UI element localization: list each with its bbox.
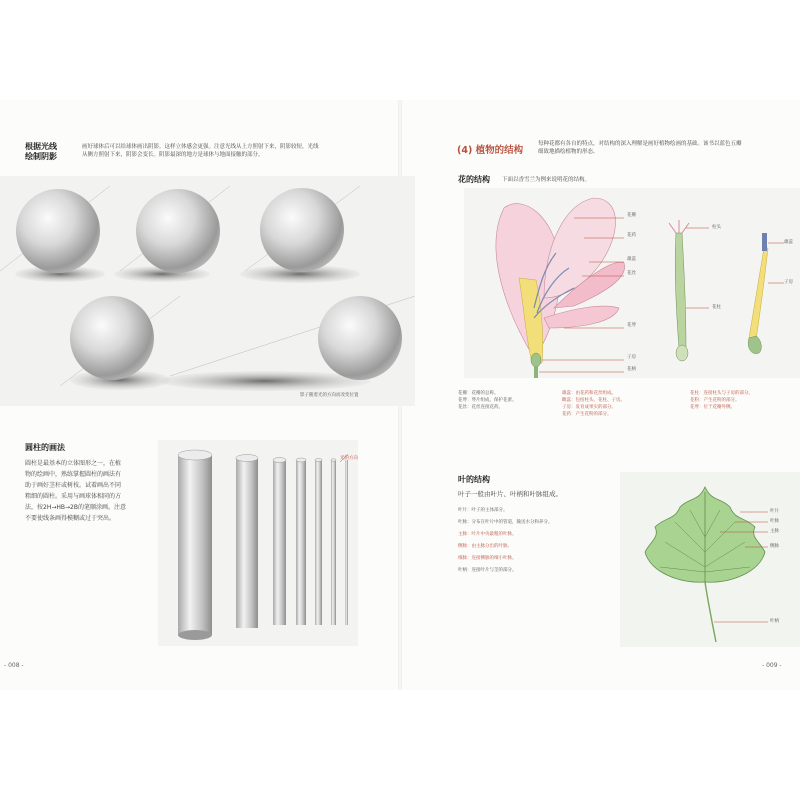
cylinder-3 [273, 458, 286, 626]
pistil-detail [675, 233, 686, 348]
leaf-desc-line: 叶片：叶子的主体部分。 [458, 508, 508, 513]
section-title-cylinder: 圆柱的画法 [25, 443, 65, 452]
leaf-petiole [705, 582, 716, 642]
leaf-desc-line: 叶柄：连接叶片与茎的部分。 [458, 568, 517, 573]
light-direction-label: 光的方向 [340, 456, 358, 461]
leaf-label: 叶柄 [770, 619, 779, 624]
cylinder-text-line: 圆柱是最基本的立体图形之一，在植 [25, 460, 122, 467]
flower-desc-line: 雌蕊：包括柱头、花柱、子房。 [562, 398, 625, 403]
sphere-3 [260, 188, 344, 272]
cylinder-2 [236, 455, 258, 629]
flower-desc-line: 花萼：萼片组成，保护花蕾。 [458, 398, 517, 403]
flower-desc-line: 花丝：花丝连接花药。 [458, 405, 503, 410]
sphere-1 [16, 189, 100, 273]
flower-desc-line: 花瓣：花瓣的总称。 [458, 391, 499, 396]
leaf-label: 侧脉 [770, 544, 779, 549]
flower-label: 花瓣 [627, 213, 636, 218]
flower-label: 雄蕊 [627, 257, 636, 262]
flower-label: 花丝 [627, 271, 636, 276]
cylinder-text-line: 粗细的圆柱。采用与画球体相同的方 [25, 493, 122, 500]
section-text-line1: 画好球体后可以给球体画出阴影。这样立体感会更强。注意光线从上方照射下来，阴影较短，光线 [82, 144, 319, 150]
flower-desc-line: 花药：产生花粉的部分。 [562, 412, 612, 417]
chapter-title: (4) 植物的结构 [457, 145, 524, 156]
flower-desc-mid [562, 390, 682, 418]
section-title-line1: 根据光线 [25, 142, 57, 151]
flower-label: 花药 [627, 233, 636, 238]
sphere-2 [136, 189, 220, 273]
ovary [531, 353, 541, 367]
section-text-line2: 从侧方照射下来，阴影会变长。阴影最深的地方是球体与地面接触的部分。 [82, 152, 264, 158]
sphere-4 [70, 296, 154, 380]
page-number-left: - 008 - [4, 662, 24, 669]
leaf-desc [458, 505, 618, 577]
cylinder-7 [345, 460, 348, 625]
flower-structure-subtitle: 下面以香雪兰为例来说明花的结构。 [502, 177, 591, 183]
cylinder-1 [178, 450, 212, 640]
flower-desc-right [690, 390, 798, 411]
flower-desc-line: 子房：发育成果实的部分。 [562, 405, 616, 410]
spheres-caption: 影子随着光的方向而改变位置 [300, 393, 359, 398]
spheres-illustration [0, 176, 415, 406]
chapter-intro [538, 140, 798, 156]
cylinder-text-line: 物的绘画中，熟练掌握圆柱的画法有 [25, 471, 122, 478]
flower-label: 花萼 [627, 323, 636, 328]
leaf-structure-subtitle: 叶子一般由叶片、叶柄和叶脉组成。 [458, 490, 562, 498]
chapter-intro-line2: 细致地描绘植物的形态。 [538, 149, 599, 155]
leaf-desc-line: 细脉：连接侧脉的细小叶脉。 [458, 556, 517, 561]
flower-desc-line: 花粉：产生花粉的部分。 [690, 398, 740, 403]
leaf-desc-line: 侧脉：由主脉分出的叶脉。 [458, 544, 512, 549]
chapter-intro-line1: 每种花都有各自的特点，对结构的深入理解是画好植物绘画的基础。该书以蓝色五瓣 [538, 141, 742, 147]
leaf-label: 叶脉 [770, 519, 779, 524]
left-page [0, 100, 398, 690]
leaf-label: 叶片 [770, 509, 779, 514]
flower-structure-title: 花的结构 [458, 175, 490, 184]
flower-desc-line: 花柱：连接柱头与子房的部分。 [690, 391, 753, 396]
section-text-cylinder [25, 458, 145, 524]
flower-desc-left [458, 390, 553, 411]
leaf-structure-title: 叶的结构 [458, 475, 490, 484]
leaf-desc-line: 叶脉：分布在叶片中的管道，输送水分和养分。 [458, 520, 553, 525]
leaf-desc-line: 主脉：叶片中央最粗的叶脉。 [458, 532, 517, 537]
stamen-label: 子房 [784, 280, 793, 285]
cylinder-5 [315, 459, 322, 626]
page-number-right: - 009 - [762, 662, 782, 669]
section-title-shadow [25, 142, 75, 162]
leaf-label: 主脉 [770, 529, 779, 534]
stamen-detail [749, 248, 768, 340]
pistil-label: 花柱 [712, 305, 721, 310]
cylinder-text-line: 不要使线条画得模糊或过于突出。 [25, 515, 116, 522]
stamen-label: 雄蕊 [784, 240, 793, 245]
pedicel [534, 366, 538, 378]
flower-label: 子房 [627, 355, 636, 360]
right-page [402, 100, 800, 690]
cylinders-illustration [158, 440, 358, 646]
cylinder-6 [331, 459, 336, 625]
sphere-5 [318, 296, 402, 380]
section-title-line2: 绘制阴影 [25, 152, 57, 161]
flower-label: 花柄 [627, 367, 636, 372]
cylinder-text-line: 助于画好茎秆或树枝。试着画出不同 [25, 482, 122, 489]
cylinder-text-line: 法，按2H→HB→2B的笔顺涂画。注意 [25, 504, 126, 511]
flower-desc-line: 花萼：位于花瓣外侧。 [690, 405, 735, 410]
pistil-label: 柱头 [712, 225, 721, 230]
flower-desc-line: 雄蕊：由花药和花丝组成。 [562, 391, 616, 396]
section-text-shadow [82, 143, 382, 159]
cylinder-4 [296, 458, 306, 625]
